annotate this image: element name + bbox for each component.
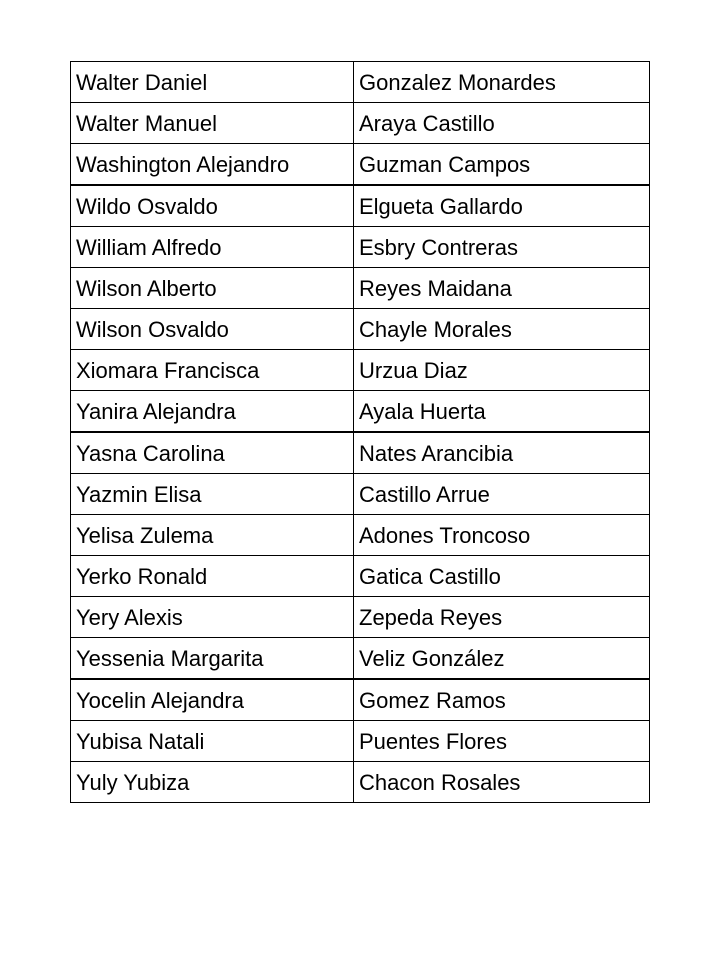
last-name-cell[interactable]: Chayle Morales xyxy=(354,309,650,350)
first-name-cell[interactable]: Wilson Alberto xyxy=(71,268,354,309)
last-name-cell[interactable]: Reyes Maidana xyxy=(354,268,650,309)
table-row xyxy=(71,474,650,515)
last-name-cell[interactable]: Elgueta Gallardo xyxy=(354,185,650,227)
first-name-cell[interactable]: Washington Alejandro xyxy=(71,144,354,186)
table-row xyxy=(71,62,650,103)
table-row xyxy=(71,144,650,186)
first-name-cell[interactable]: Yanira Alejandra xyxy=(71,391,354,433)
first-name-cell[interactable]: Yerko Ronald xyxy=(71,556,354,597)
last-name-cell[interactable]: Nates Arancibia xyxy=(354,432,650,474)
last-name-cell[interactable]: Araya Castillo xyxy=(354,103,650,144)
table-row xyxy=(71,391,650,433)
last-name-cell[interactable]: Urzua Diaz xyxy=(354,350,650,391)
last-name-cell[interactable]: Esbry Contreras xyxy=(354,227,650,268)
last-name-cell[interactable]: Guzman Campos xyxy=(354,144,650,186)
first-name-cell[interactable]: Yocelin Alejandra xyxy=(71,679,354,721)
first-name-cell[interactable]: Wildo Osvaldo xyxy=(71,185,354,227)
last-name-cell[interactable]: Castillo Arrue xyxy=(354,474,650,515)
table-row xyxy=(71,762,650,803)
first-name-cell[interactable]: Yessenia Margarita xyxy=(71,638,354,680)
last-name-cell[interactable]: Puentes Flores xyxy=(354,721,650,762)
names-table xyxy=(70,61,650,803)
last-name-cell[interactable]: Zepeda Reyes xyxy=(354,597,650,638)
last-name-cell[interactable]: Ayala Huerta xyxy=(354,391,650,433)
first-name-cell[interactable]: Yelisa Zulema xyxy=(71,515,354,556)
last-name-cell[interactable]: Veliz González xyxy=(354,638,650,680)
table-row xyxy=(71,268,650,309)
last-name-cell[interactable]: Chacon Rosales xyxy=(354,762,650,803)
table-row xyxy=(71,597,650,638)
table-row xyxy=(71,185,650,227)
table-row xyxy=(71,721,650,762)
first-name-cell[interactable]: Wilson Osvaldo xyxy=(71,309,354,350)
last-name-cell[interactable]: Gomez Ramos xyxy=(354,679,650,721)
table-row xyxy=(71,638,650,680)
table-row xyxy=(71,679,650,721)
last-name-cell[interactable]: Adones Troncoso xyxy=(354,515,650,556)
last-name-cell[interactable]: Gonzalez Monardes xyxy=(354,62,650,103)
table-row xyxy=(71,103,650,144)
last-name-cell[interactable]: Gatica Castillo xyxy=(354,556,650,597)
first-name-cell[interactable]: William Alfredo xyxy=(71,227,354,268)
first-name-cell[interactable]: Yubisa Natali xyxy=(71,721,354,762)
table-row xyxy=(71,432,650,474)
table-row xyxy=(71,309,650,350)
table-row xyxy=(71,350,650,391)
first-name-cell[interactable]: Walter Manuel xyxy=(71,103,354,144)
first-name-cell[interactable]: Yasna Carolina xyxy=(71,432,354,474)
first-name-cell[interactable]: Yery Alexis xyxy=(71,597,354,638)
first-name-cell[interactable]: Yuly Yubiza xyxy=(71,762,354,803)
names-sheet xyxy=(70,61,649,803)
table-row xyxy=(71,515,650,556)
first-name-cell[interactable]: Xiomara Francisca xyxy=(71,350,354,391)
first-name-cell[interactable]: Walter Daniel xyxy=(71,62,354,103)
table-row xyxy=(71,227,650,268)
table-row xyxy=(71,556,650,597)
first-name-cell[interactable]: Yazmin Elisa xyxy=(71,474,354,515)
